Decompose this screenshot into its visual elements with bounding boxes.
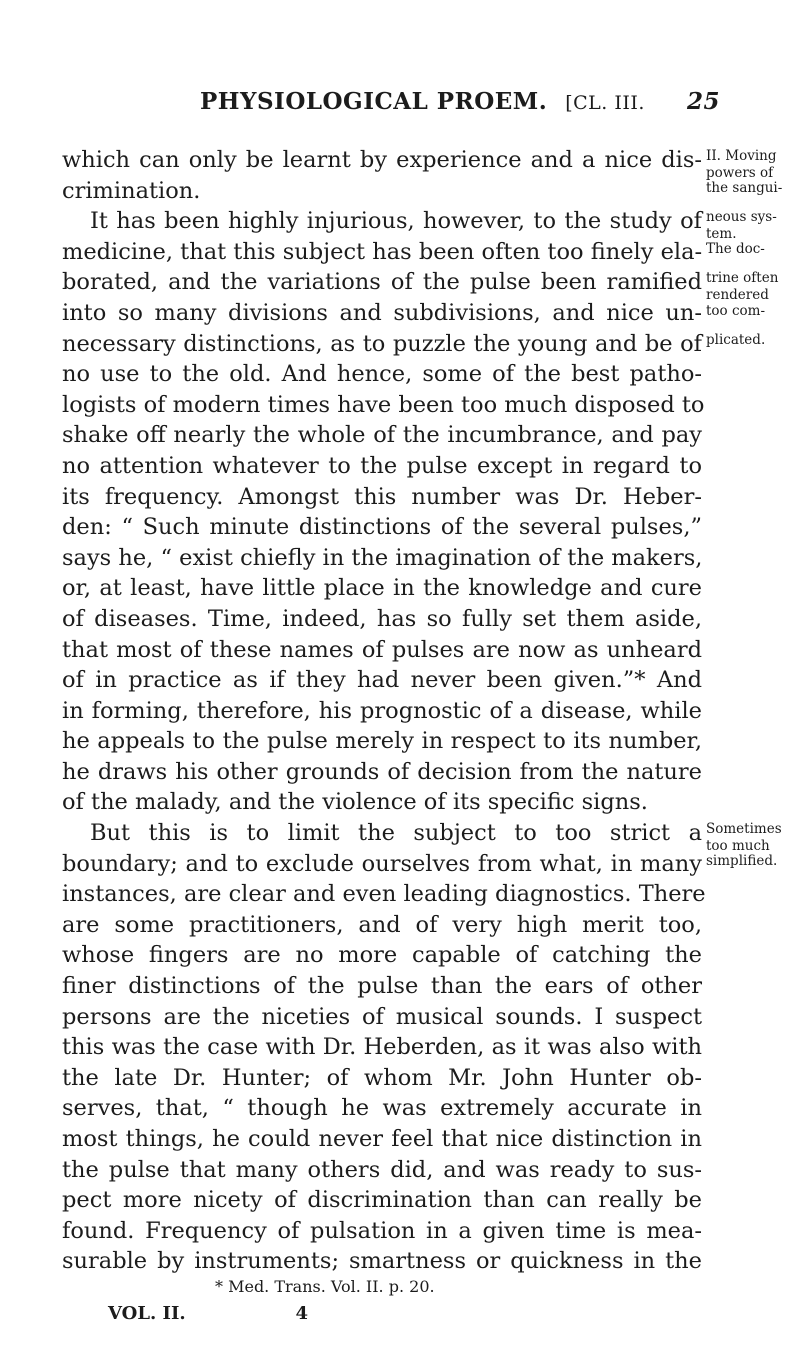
volume-mark: VOL. II. xyxy=(108,1303,186,1324)
running-title: PHYSIOLOGICAL PROEM. xyxy=(200,88,548,115)
text-line: den: “ Such minute distinctions of the several pulses,” xyxy=(62,514,702,541)
text-line: borated, and the variations of the pulse been ramified xyxy=(62,269,702,296)
text-line: whose fingers are no more capable of catching the xyxy=(62,942,702,969)
body-text xyxy=(62,145,706,1277)
text-line: medicine, that this subject has been often too finely ela- xyxy=(62,238,703,265)
text-line: most things, he could never feel that nice distinction in xyxy=(62,1126,702,1152)
page-number: 25 xyxy=(686,88,720,115)
text-line: says he, “ exist chiefly in the imagination of the makers, xyxy=(62,544,703,571)
margin-note: plicated. xyxy=(706,331,766,348)
text-line: the late Dr. Hunter; of whom Mr. John Hunter ob- xyxy=(62,1064,702,1091)
footnote: * Med. Trans. Vol. II. p. 20. xyxy=(215,1277,435,1296)
text-line: no attention whatever to the pulse except in regard to xyxy=(62,452,702,479)
margin-note: too much xyxy=(706,838,770,855)
margin-note: neous sys- xyxy=(706,209,777,226)
margin-note: too com- xyxy=(706,302,766,319)
text-line: But this is to limit the subject to too strict a xyxy=(90,820,702,847)
text-line: he appeals to the pulse merely in respect to its number, xyxy=(62,728,702,755)
text-line: crimination. xyxy=(62,177,201,204)
text-line: serves, that, “ though he was extremely accurate in xyxy=(62,1095,702,1122)
text-line: instances, are clear and even leading diagnostics. There xyxy=(62,881,706,908)
text-line: no use to the old. And hence, some of the best patho- xyxy=(62,361,702,388)
margin-note: powers of xyxy=(706,164,774,181)
text-line: It has been highly injurious, however, to the study of xyxy=(90,208,702,235)
text-line: logists of modern times have been too much disposed to xyxy=(62,391,705,418)
text-line: the pulse that many others did, and was ready to sus- xyxy=(62,1156,702,1183)
text-line: into so many divisions and subdivisions, and nice un- xyxy=(62,299,702,326)
margin-note: tem. xyxy=(706,226,737,243)
text-line: shake off nearly the whole of the incumbrance, and pay xyxy=(62,422,702,449)
margin-note: The doc- xyxy=(706,241,765,258)
text-line: which can only be learnt by experience and a nice dis- xyxy=(62,147,702,173)
text-line: of diseases. Time, indeed, has so fully set them aside, xyxy=(62,605,702,632)
text-line: boundary; and to exclude ourselves from what, in many xyxy=(62,850,702,877)
text-line: surable by instruments; smartness or quickness in the xyxy=(62,1248,702,1275)
text-line: persons are the niceties of musical sounds. I suspect xyxy=(62,1003,702,1030)
text-line: in forming, therefore, his prognostic of a disease, while xyxy=(62,697,702,724)
text-line: of the malady, and the violence of its specific signs. xyxy=(62,789,648,816)
text-line: pect more nicety of discrimination than can really be xyxy=(62,1187,702,1214)
signature-number: 4 xyxy=(295,1303,308,1324)
margin-note: rendered xyxy=(706,287,769,304)
text-line: its frequency. Amongst this number was Dr. Heber- xyxy=(62,483,702,510)
margin-note: the sangui- xyxy=(706,180,783,197)
text-line: he draws his other grounds of decision from the nature xyxy=(62,758,702,785)
margin-note: simplified. xyxy=(706,853,778,870)
text-line: finer distinctions of the pulse than the ears of other xyxy=(62,973,702,1000)
text-line: are some practitioners, and of very high merit too, xyxy=(62,911,702,938)
text-line: necessary distinctions, as to puzzle the young and be of xyxy=(62,330,702,357)
text-line: found. Frequency of pulsation in a given time is mea- xyxy=(62,1217,702,1244)
margin-note: Sometimes xyxy=(706,821,782,838)
text-line: that most of these names of pulses are now as unheard xyxy=(62,636,702,663)
text-line: or, at least, have little place in the knowledge and cure xyxy=(62,575,702,602)
running-head xyxy=(160,88,720,115)
text-line: of in practice as if they had never been given.”* And xyxy=(62,667,702,694)
chapter-reference: [CL. III. xyxy=(565,92,645,114)
text-line: this was the case with Dr. Heberden, as it was also with xyxy=(62,1034,702,1061)
margin-note: trine often xyxy=(706,270,779,287)
margin-note: II. Moving xyxy=(706,148,777,164)
signature-line xyxy=(108,1303,308,1324)
